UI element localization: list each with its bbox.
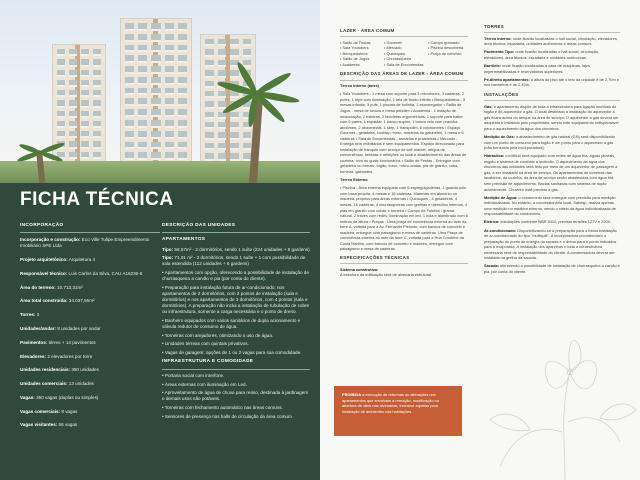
tower-spec xyxy=(484,36,620,47)
tower-spec-value: onde ficarão localizadas a casa de máquinas, lajes impermeabilizadas e reservatórios superiores. xyxy=(484,63,590,74)
tower-spec-label: Barrilete: xyxy=(484,63,502,69)
tower-left xyxy=(52,44,106,174)
spec-row-label: Unidades comerciais: xyxy=(20,381,68,387)
page-title: FICHA TÉCNICA xyxy=(20,189,174,210)
spec-row xyxy=(20,285,160,291)
installation-spec-value: o apartamento dispõe de toda a infraestrutura para ligação imediata do fogão e do aquecedor a gás. O local destinado à instalação do aquecedor a gás ficará acima do tanque na área de serviço. O aquecedor a gás deverá ser adquirido e instalado pelo proprietário, sendo este equipamento indispensável para o aquecimento da água dos chuveiros. xyxy=(484,103,619,131)
tower-spec-value: a altura do piso até o teto da unidade é de 2,70m e nos banheiros é de 2,40m. xyxy=(484,76,619,88)
spec-row xyxy=(20,312,160,318)
building-rendering xyxy=(0,0,320,183)
installation-spec-label: Elétrica: xyxy=(484,219,500,225)
tower-spec-label: Pavimento Tipo: xyxy=(484,49,515,55)
spec-row xyxy=(20,422,160,428)
infrastructure-heading: INFRAESTRUTURA E COMODIDADE xyxy=(162,359,254,365)
installation-spec xyxy=(484,153,620,192)
external-ground-heading: Térreo Externo xyxy=(340,177,368,183)
spec-row xyxy=(20,326,160,332)
spec-row-value: 56 vagas xyxy=(57,422,78,428)
tech-sheet-panel xyxy=(0,183,320,480)
unit-type xyxy=(162,247,310,253)
unit-type-label: Tipo: xyxy=(162,255,174,261)
spec-row-label: Responsável técnico: xyxy=(20,270,68,276)
tower-spec xyxy=(484,49,620,60)
towers-column xyxy=(484,24,620,277)
tower-spec xyxy=(484,63,620,74)
spec-row xyxy=(20,395,160,401)
infrastructure-item: • Portaria social com interfone. xyxy=(162,373,225,379)
unit-feature: • Apartamentos com opção, oferecendo a possibilidade de instalação de churrasqueira a carvão e pia (por conta do cliente). xyxy=(162,269,309,282)
infrastructure-item: • Áreas externas com iluminação em Led. xyxy=(162,381,247,387)
spec-row-label: Vagas: xyxy=(20,394,35,400)
prohibited-text: a execução de reformas ou alterações nos apartamentos que envolvam a remoção, modificação ou abertura de vãos nas alvenarias, inclusive aquelas para instalação de ambientes nas habitações. xyxy=(342,392,439,414)
spec-row-label: Unidades residenciais: xyxy=(20,367,71,373)
spec-row-value: 13 unidades xyxy=(67,381,94,387)
leisure-item: • Gourmet xyxy=(384,39,402,45)
towers-list xyxy=(484,36,620,88)
spec-row-label: Vagas comerciais: xyxy=(20,408,61,414)
installation-spec-label: Sacada: xyxy=(484,263,499,269)
installation-spec-label: Gás: xyxy=(484,103,493,109)
construction-system-text: A estrutura da edificação será de alvenaria estrutural. xyxy=(340,272,433,278)
installations-heading: INSTALAÇÕES xyxy=(484,91,519,97)
flower-sketch-decoration xyxy=(470,292,640,480)
leisure-item: • Churrasqueira xyxy=(384,56,412,62)
unit-feature: • Vagas de garagem: opções de 1 ou 2 vagas para sua comodidade. xyxy=(162,349,302,355)
spec-row-label: Área do terreno: xyxy=(20,284,56,290)
spec-row-value: 8 vagas xyxy=(60,408,78,414)
units-heading: DESCRIÇÃO DAS UNIDADES xyxy=(162,223,236,228)
prohibited-label: PROIBIDA xyxy=(342,392,362,397)
prohibited-notice xyxy=(334,386,462,436)
spec-row-label: Projeto arquitetônico: xyxy=(20,257,68,263)
leisure-heading: LAZER - ÁREA COMUM xyxy=(340,28,395,33)
leisure-item: • Campo gramado xyxy=(428,39,460,45)
spec-row-label: Elevadores: xyxy=(20,353,47,359)
infrastructure-item: • Torneiras com fechamento automático nas áreas comuns. xyxy=(162,405,283,411)
installation-spec xyxy=(484,263,620,274)
installation-spec-label: Hidráulica: xyxy=(484,153,505,159)
unit-type-value: 56,57m² - 2 dormitórios, sendo 1 suíte (224 unidades + 8 gardens) xyxy=(173,246,310,252)
spec-row-value: 34.037,55m² xyxy=(67,298,95,304)
installation-spec xyxy=(484,104,620,132)
garden-ground xyxy=(0,161,320,183)
unit-feature: • Preparação para instalação futura de ar-condicionado: nos apartamentos de 2 dormitórios, com 3 pontos de instalação (sala e dormitórios) e nos apartamentos de 3 dormitórios, com 4 pontos (sala e dormitórios). A preparação não inclui a instalação de tubulação de cobre ou infraestrutura, somente a carga necessária e o ponto de dreno. xyxy=(162,284,310,315)
installation-spec-value: o condomínio será entregue com previsão para medição individualizada. No entanto, a concessionária local, Sabesp, realiza apenas uma medição no medidor externo, sendo o rateio da água individualizada de responsabilidade do condomínio. xyxy=(484,194,616,217)
unit-features-list xyxy=(162,270,310,356)
spec-row xyxy=(20,298,160,304)
installation-spec-value: o edifício será equipado com redes de água fria, águas pluviais, esgoto e sistema de combate a incêndio. O aquecimento da água dos chuveiros das unidades será feito por meio de um aquecedor de passagem a gás, a ser instalado na área de serviço. Os apartamentos de torneiras das lavatórios, da cozinha, da área de serviço serão abastecidas com água fria, sem previsão de aquecimento. Bacias sanitárias com sistema de duplo acionamento. Chuveiro está previsto a gás. xyxy=(484,153,618,192)
spec-row xyxy=(20,367,160,373)
installation-spec xyxy=(484,219,620,225)
installation-spec xyxy=(484,134,620,151)
leisure-item xyxy=(428,62,468,68)
spec-row xyxy=(20,354,160,360)
spec-row-label: Área total construída: xyxy=(20,298,68,304)
leisure-item: • Praça de convívio xyxy=(428,50,462,56)
unit-type xyxy=(162,255,310,267)
leisure-item: • Sala Youtubers xyxy=(340,45,369,51)
installation-spec-value: oferecendo a possibilidade de instalação de churrasqueira a carvão e pia, por conta do cliente. xyxy=(484,263,620,274)
unit-types-list xyxy=(162,247,310,268)
leisure-item: • Quiosques xyxy=(384,50,406,56)
tower-center xyxy=(120,18,192,176)
spec-row-value: Eco Ville Tulipe Empreendimento Imobiliário SPE Ltda xyxy=(20,237,150,249)
spec-row-value: térreo + 14 pavimentos xyxy=(47,339,96,345)
spec-row-value: 10.713,31m² xyxy=(55,284,83,290)
incorporation-list xyxy=(20,237,160,429)
spec-row-value: 8 unidades por andar xyxy=(56,325,101,331)
installations-list xyxy=(484,104,620,275)
unit-feature: • Torneiras com arejadores, otimizando o uso de água. xyxy=(162,332,274,338)
internal-ground-text: • Sala Youtubers - 1 mesa com suporte para 3 microfones, 3 cadeiras, 2 pufes, 1 tripé com iluminação, 1 tela de fundo infinito • Brinquedoteca - 3 mesas infantis, 3 pufs, 1 piscina de bolinha, 1 escorregador • Salão de Jogos - mesa de sinuca e mesa pebolim • Academia - 1 estação de musculação, 2 esteiras, 2 bicicletas ergométricas, 1 suporte para halter com 9 pares, 1 espaldar, 1 banco supino, 1 banco reto com prancha abdômen, 2 abdominais, 1 step, 1 transpolim, 6 colchonetes • Espaço Gourmet - geladeira, cooktop, forno, armários ou gabinetes, 1 mesa e 6 cadeiras • Sala de Encomendas - armários e prateleiras • Mercado - Entrega sem mobiliários e sem equipamentos. Espaço direcionado para instalação de franquia com serviço de self-market, artigos de conveniência, bebidas e refeições no local e abastecimento das áreas de cozinha, com os quais funcionários • Salão de Festas - Entregue com geladeira ou freezer, fogão, forno, micro-ondas, pia de granito, cuba, torneira, gabinetes. xyxy=(340,91,467,175)
spec-row xyxy=(20,381,160,387)
spec-row-value: 2 elevadores por torre xyxy=(46,353,93,359)
spec-row-label: Incorporação e construção: xyxy=(20,237,81,243)
incorporation-heading: INCORPORAÇÃO xyxy=(20,223,64,228)
spec-row-value: Luis Carlos da Silva, CAU A16236-6 xyxy=(67,270,143,276)
infrastructure-item: • Aproveitamento de água de chuva para reúso, destinada à jardinagem e demais usos não potáveis. xyxy=(162,390,309,402)
leisure-column xyxy=(340,28,468,280)
leisure-item: • Sala de Encomendas xyxy=(384,61,424,67)
unit-type-value: 71,01 m² - 3 dormitórios, sendo 1 suíte + 1 com possibilidade de sala estendida (112 unidades + 6 gardens) xyxy=(162,255,306,267)
spec-row-value: 350 unidades xyxy=(70,367,99,373)
leisure-item: • Salão de Festas xyxy=(340,39,371,45)
unit-feature: • Unidades térreas com quintais privativos. xyxy=(162,341,249,347)
spec-row xyxy=(20,409,160,415)
leisure-description-heading: DESCRIÇÃO DAS ÁREAS DE LAZER - ÁREA COMUM xyxy=(340,71,464,77)
installation-spec xyxy=(484,195,620,217)
spec-row xyxy=(20,237,160,249)
spec-row-label: Torres: xyxy=(20,312,36,318)
tower-spec-label: Pé-direito apartamentos: xyxy=(484,76,530,82)
installation-spec-label: Medição de Gás: xyxy=(484,133,515,139)
spec-row-label: Vagas visitantes: xyxy=(20,422,58,428)
infrastructure-item: • Sensores de presença nos halls de circulação da área comum. xyxy=(162,413,294,419)
installation-spec-value: o abastecimento de gás natural (GN) será disponibilizado com um ponto de consumo para fogão e um ponto para o aquecedor a gás (não fornecido pela incorporadora). xyxy=(484,133,616,151)
tower-spec xyxy=(484,77,620,88)
spec-row xyxy=(20,257,160,263)
internal-ground-heading: Térreo Interno (torre) xyxy=(340,83,379,89)
external-ground-text: • Piscina - Área externa equipada com 6 espreguiçadeiras, 1 guarda-sóis com base própria, 4 mesas e 16 cadeiras. Materiais em alumínio ou madeira, próprios para áreas externas • Quiosques - 4 geladeiras, 4 mesas, 16 cadeiras, 4 churrasqueiras com grelhas e utensílios internos, 4 pias em granito com cubas e torneira • Campo de Futebol - grama natural, 2 traves com redes, iluminação em led, 1 bola e alambrado com 6 metros de altura • Praças - Uma praça de convivência externa ao lado da torre A, voltada para a Av. Fernando Pisfonte, com bancos de concreto e madeira, entregue com paisagismo e mesa de cadeiras. Uma Praça de convivência externa ao lado da torre C, voltada para a Rua Coudrine da Costa Martins, com bancos de concreto e madeira, entregue com paisagismo e mesa de cadeiras. xyxy=(340,185,468,252)
unit-type-label: Tipo: xyxy=(162,246,174,252)
leisure-item: • Piscina descoberta xyxy=(428,45,464,51)
spec-row-value: 3 xyxy=(35,312,40,318)
spec-row-value: 350 vagas (duplas ou simples) xyxy=(34,394,99,400)
leisure-item: • Salão de Jogos xyxy=(340,56,370,62)
tower-spec-value: onde ficarão localizadas o hall social, circulação, elevadores, área técnica, escadaria e unidades autônomas. xyxy=(484,49,600,60)
spec-row xyxy=(20,271,160,277)
spec-row-label: Unidades/andar: xyxy=(20,325,56,331)
spec-row-label: Pavimentos: xyxy=(20,339,48,345)
tower-spec-label: Térreo Interno: xyxy=(484,35,512,41)
towers-heading: TORRES xyxy=(484,24,505,29)
spec-row-value: Arquitetura 4 xyxy=(67,257,96,263)
leisure-items-grid xyxy=(340,40,468,68)
installation-spec-value: instalações conforme NBR 5410, previsto tensões 127V e 220V. xyxy=(499,219,612,225)
incorporation-column xyxy=(20,223,160,436)
installation-spec-label: Ar-condicionado: xyxy=(484,227,517,233)
infrastructure-list xyxy=(162,373,310,420)
installation-spec-value: Disponibilizando-se à preparação para o futuro instalação de ar-condicionado do tipo "multisplit". A incorporadora providenciará a preparação do ponto de energia da sacada e o dreno para o ponto indicados para a evaporada. A instalação dos aparelhos e toda a infraestrutura necessária será de responsabilidade do cliente. A condensadora deverá ser instalada na grelha da sacada. xyxy=(484,227,617,261)
technical-specs-heading: ESPECIFICAÇÕES TÉCNICAS xyxy=(340,254,410,260)
unit-feature: • Banheiro equipados com vasos sanitários de dupla acionamento e válvula redutor de consumo de água. xyxy=(162,317,301,330)
leisure-item: • Mercado xyxy=(384,45,402,51)
apartments-heading: APARTAMENTOS xyxy=(162,237,206,243)
installation-spec xyxy=(484,228,620,261)
right-page xyxy=(320,0,640,480)
leisure-item: • Academia xyxy=(340,61,360,67)
leisure-item: • Brinquedoteca xyxy=(340,50,368,56)
units-column xyxy=(162,223,310,422)
tower-spec-value: onde ficarão localizadas o hall social, circulação, elevadores, área técnica, escadaria, unidades autônomas e áreas comuns. xyxy=(484,35,618,47)
construction-system-label: Sistema construtivo: xyxy=(340,266,379,272)
spec-row xyxy=(20,340,160,346)
installation-spec-label: Medição de Água: xyxy=(484,194,518,200)
